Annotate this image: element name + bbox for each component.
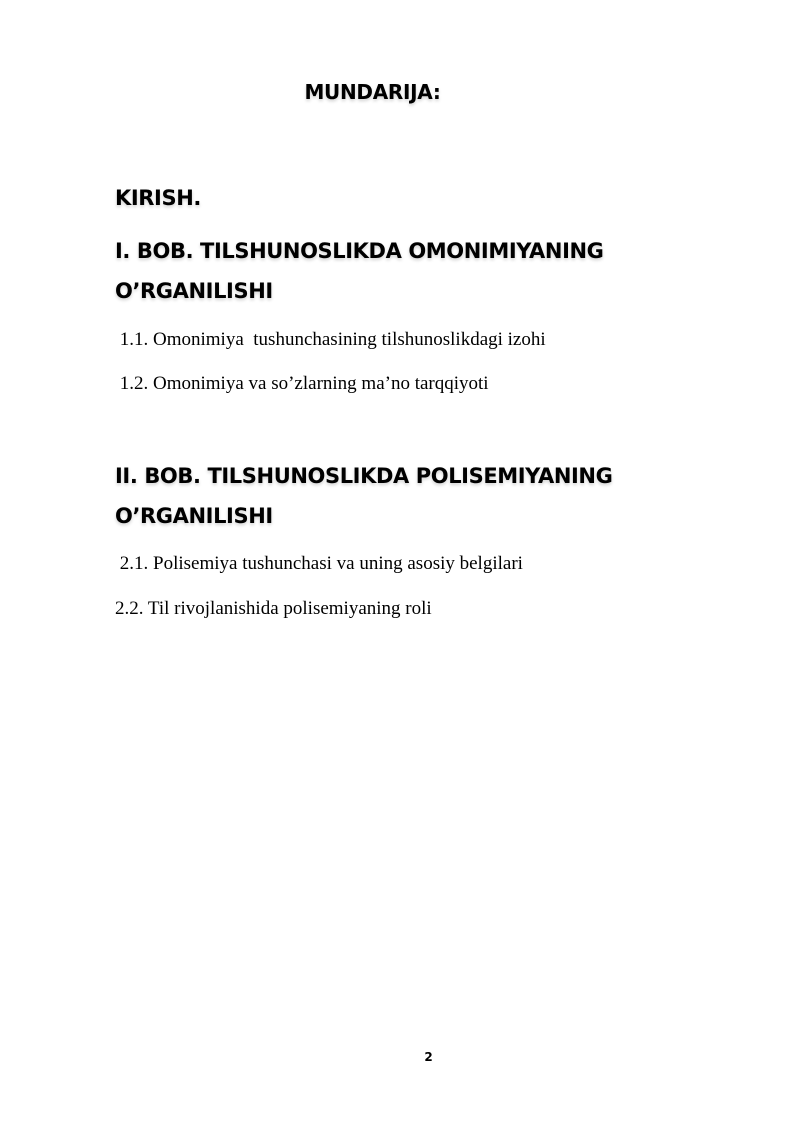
toc-item-1-1: 1.1. Omonimiya tushunchasining tilshunoslikdagi izohi — [115, 329, 546, 350]
toc-item-2-1: 2.1. Polisemiya tushunchasi va uning asosiy belgilari — [115, 553, 523, 574]
toc-intro: KIRISH. — [115, 186, 201, 210]
page-number: 2 — [424, 1050, 433, 1064]
toc-chapter2-title-line2: O’RGANILISHI — [115, 504, 273, 528]
toc-item-2-2: 2.2. Til rivojlanishida polisemiyaning roli — [115, 598, 432, 619]
toc-item-1-2: 1.2. Omonimiya va so’zlarning ma’no tarqqiyoti — [115, 373, 489, 394]
toc-chapter1-title-line1: I. BOB. TILSHUNOSLIKDA OMONIMIYANING — [115, 239, 604, 263]
toc-chapter2-title-line1: II. BOB. TILSHUNOSLIKDA POLISEMIYANING — [115, 464, 613, 488]
toc-chapter1-title-line2: O’RGANILISHI — [115, 279, 273, 303]
page-title: MUNDARIJA: — [304, 80, 441, 104]
